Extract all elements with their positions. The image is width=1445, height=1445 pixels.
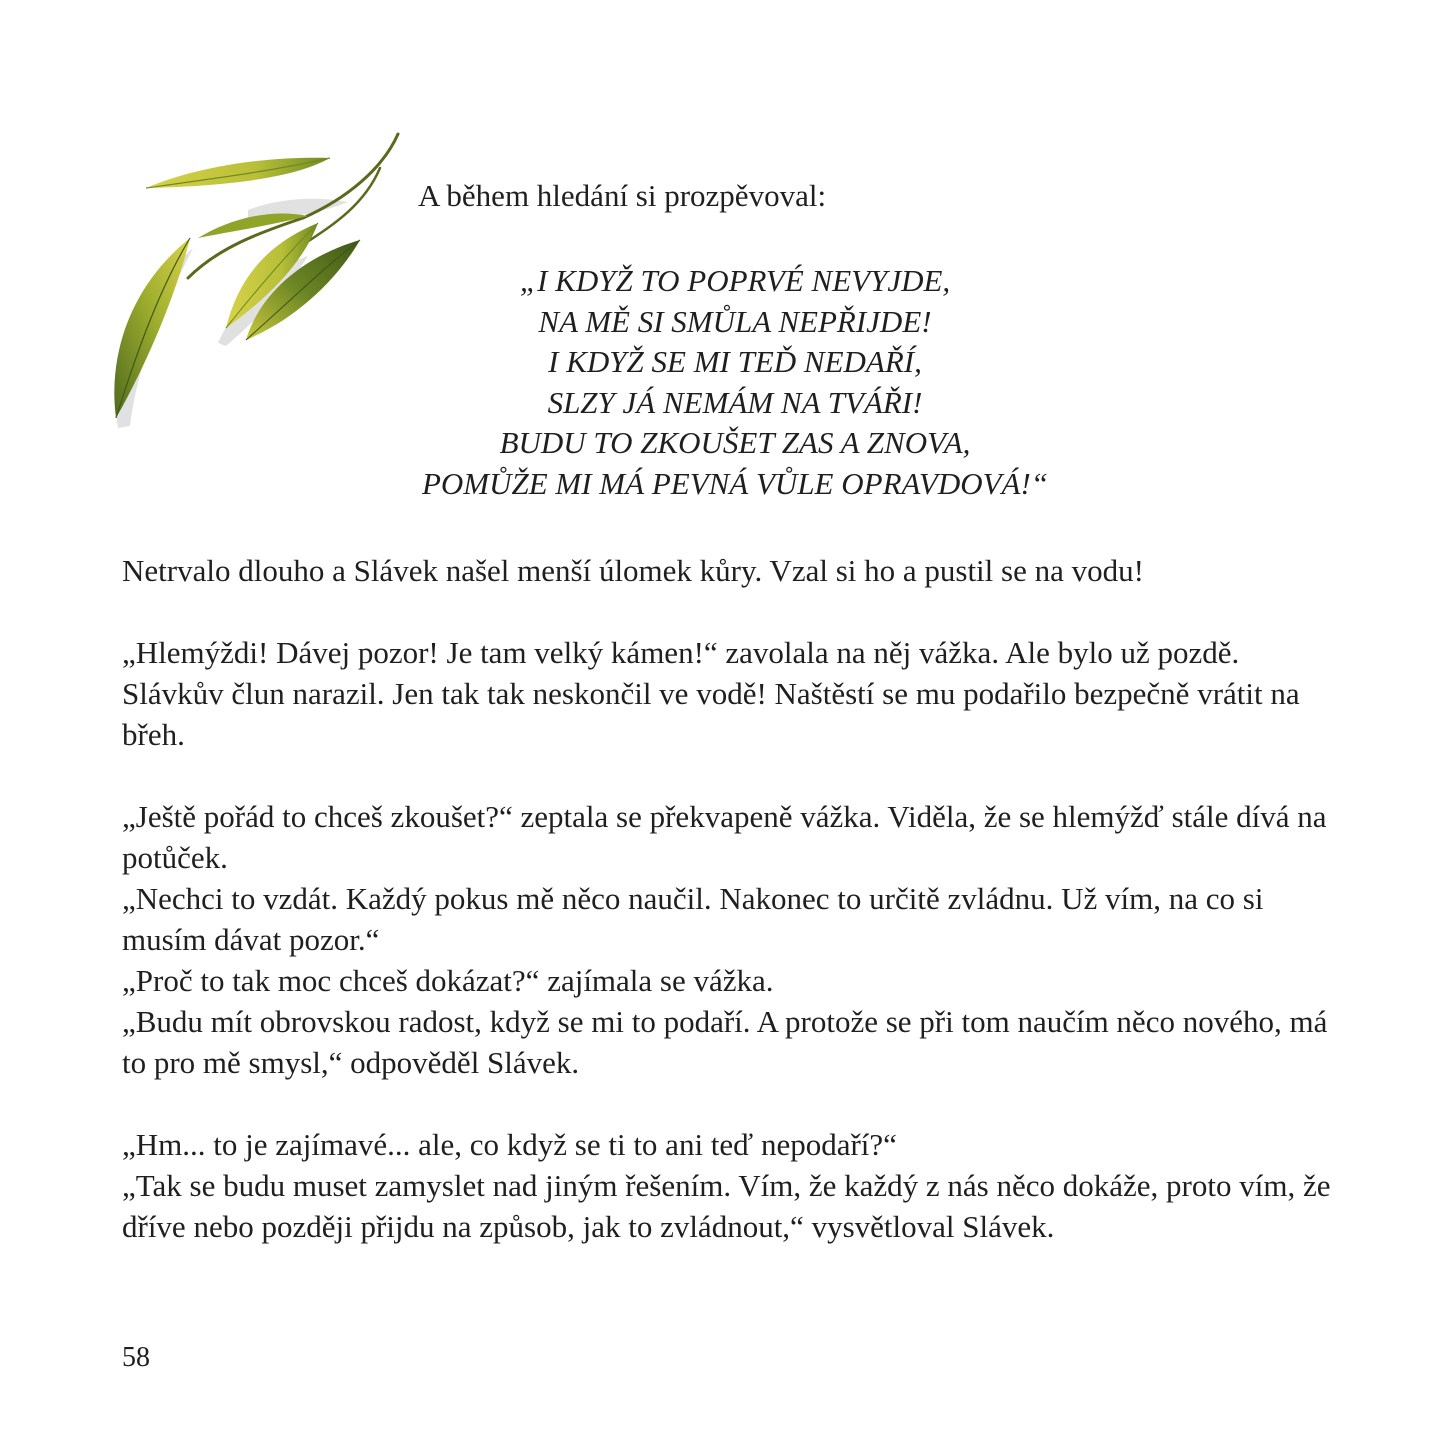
paragraph-line: „Hm... to je zajímavé... ale, co když se ti to ani teď nepodaří?“ [122, 1127, 897, 1162]
paragraph [122, 1124, 1332, 1247]
paragraph-line: „Hlemýždi! Dávej pozor! Je tam velký kámen!“ zavolala na něj vážka. Ale bylo už pozdě. Slávkův člun narazil. Jen tak tak neskončil ve vodě! Naštěstí se mu podařilo bezpečně vrátit na břeh. [122, 635, 1300, 752]
paragraph-line: „Ještě pořád to chceš zkoušet?“ zeptala se překvapeně vážka. Viděla, že se hlemýžď stále dívá na potůček. [122, 799, 1327, 875]
paragraph [122, 632, 1332, 755]
poem-line: SLZY JÁ NEMÁM NA TVÁŘI! [547, 384, 923, 420]
intro-text: A během hledání si prozpěvoval: [418, 178, 827, 213]
poem-line: POMŮŽE MI MÁ PEVNÁ VŮLE OPRAVDOVÁ!“ [421, 465, 1049, 501]
poem-line: „I KDYŽ TO POPRVÉ NEVYJDE, [519, 263, 951, 298]
poem-line: BUDU TO ZKOUŠET ZAS A ZNOVA, [499, 425, 971, 461]
poem-line: I KDYŽ SE MI TEĎ NEDAŘÍ, [548, 344, 922, 380]
page-number: 58 [122, 1342, 150, 1373]
poem-line: NA MĚ SI SMŮLA NEPŘIJDE! [538, 303, 932, 339]
poem [340, 261, 1130, 505]
paragraph [122, 550, 1332, 591]
paragraph-line: „Budu mít obrovskou radost, když se mi to podaří. A protože se při tom naučím něco nového, má to pro mě smysl,“ odpověděl Slávek. [122, 1004, 1328, 1080]
story-body [122, 550, 1332, 1288]
paragraph-line: Netrvalo dlouho a Slávek našel menší úlomek kůry. Vzal si ho a pustil se na vodu! [122, 553, 1144, 588]
paragraph-line: „Proč to tak moc chceš dokázat?“ zajímala se vážka. [122, 963, 774, 998]
paragraph-line: „Nechci to vzdát. Každý pokus mě něco naučil. Nakonec to určitě zvládnu. Už vím, na co si musím dávat pozor.“ [122, 881, 1264, 957]
paragraph-line: „Tak se budu muset zamyslet nad jiným řešením. Vím, že každý z nás něco dokáže, proto vím, že dříve nebo později přijdu na způsob, jak to zvládnout,“ vysvětloval Slávek. [122, 1168, 1331, 1244]
paragraph [122, 796, 1332, 1083]
